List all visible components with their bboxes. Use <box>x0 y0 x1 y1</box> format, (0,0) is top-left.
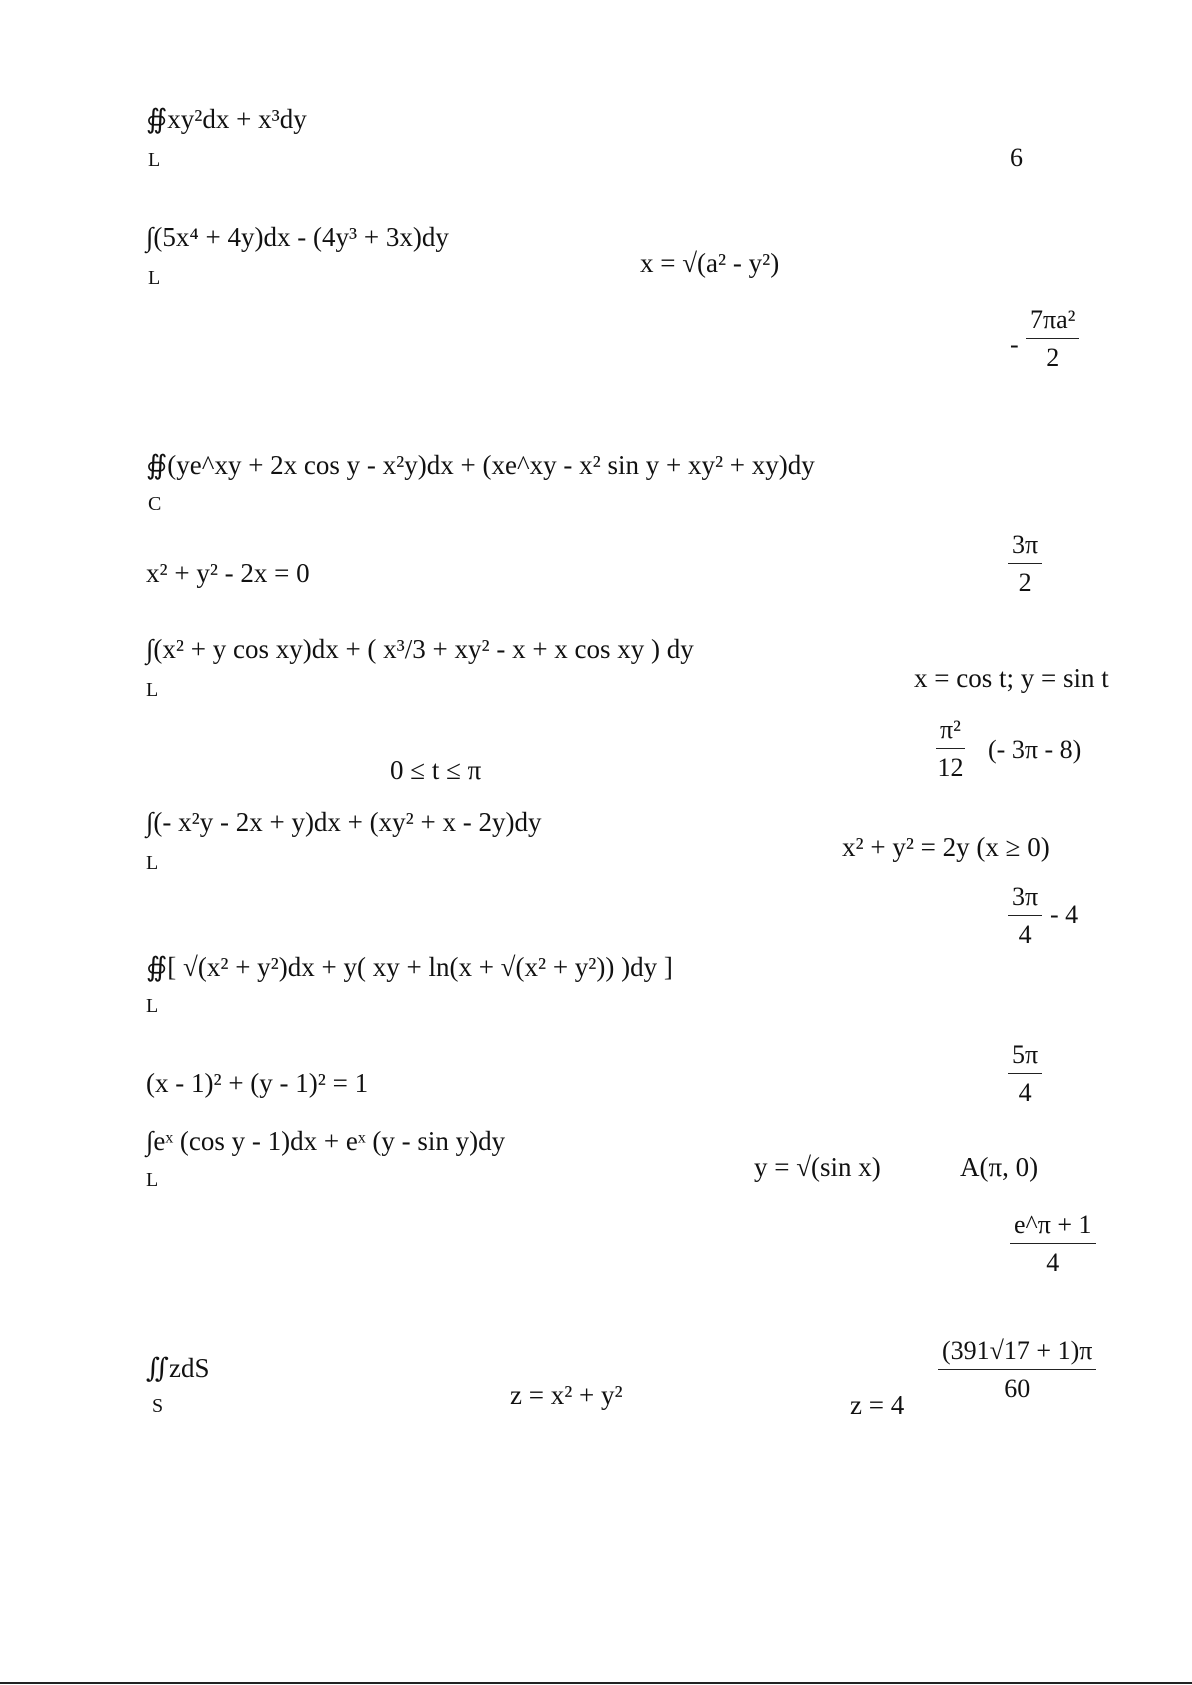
parametric-condition: x = cos t; y = sin t <box>914 663 1109 693</box>
curve-condition: y = √(sin x) <box>754 1152 881 1182</box>
answer-fraction <box>1008 1040 1042 1108</box>
curve-condition: x² + y² - 2x = 0 <box>146 558 310 588</box>
integral-subscript: L <box>146 995 159 1017</box>
answer-denominator: 2 <box>1018 567 1032 597</box>
answer-fraction <box>1010 1210 1096 1278</box>
integral-expression: ∫(- x²y - 2x + y)dx + (xy² + x - 2y)dy <box>146 807 542 837</box>
answer-denominator: 4 <box>1018 1077 1032 1107</box>
integral-expression: ∯xy²dx + x³dy <box>146 104 307 134</box>
answer-numerator: 3π <box>1008 882 1042 916</box>
curve-condition: x² + y² = 2y (x ≥ 0) <box>842 832 1050 862</box>
answer-denominator: 60 <box>1004 1373 1031 1403</box>
answer-fraction <box>936 715 965 783</box>
answer-denominator: 12 <box>937 752 964 782</box>
endpoint: A(π, 0) <box>960 1152 1039 1182</box>
answer-numerator: (391√17 + 1)π <box>938 1336 1096 1370</box>
integral-expression: ∫(5x⁴ + 4y)dx - (4y³ + 3x)dy <box>146 222 449 252</box>
integral-subscript: L <box>148 267 161 289</box>
curve-condition: x = √(a² - y²) <box>640 248 780 278</box>
answer-tail: - 4 <box>1050 900 1079 929</box>
integral-expression: ∫(x² + y cos xy)dx + ( x³/3 + xy² - x + x cos xy ) dy <box>146 634 694 664</box>
answer-numerator: 3π <box>1008 530 1042 564</box>
integral-subscript: S <box>152 1395 164 1417</box>
answer-tail: (- 3π - 8) <box>988 735 1082 764</box>
integral-expression: ∬zdS <box>146 1353 210 1383</box>
answer-denominator: 2 <box>1046 342 1060 372</box>
answer-fraction <box>1008 882 1042 950</box>
integral-subscript: L <box>146 852 159 874</box>
answer-denominator: 4 <box>1018 919 1032 949</box>
integral-expression: ∯(ye^xy + 2x cos y - x²y)dx + (xe^xy - x² sin y + xy² + xy)dy <box>146 450 815 480</box>
integral-subscript: C <box>148 493 162 515</box>
answer-sign: - <box>1010 330 1019 359</box>
integral-expression: ∫eˣ (cos y - 1)dx + eˣ (y - sin y)dy <box>146 1126 506 1156</box>
answer-numerator: π² <box>936 715 965 749</box>
integral-subscript: L <box>146 1169 159 1191</box>
answer: 6 <box>1010 143 1023 172</box>
integral-subscript: L <box>146 679 159 701</box>
answer-numerator: e^π + 1 <box>1010 1210 1096 1244</box>
integral-subscript: L <box>148 149 161 171</box>
answer-fraction <box>1026 305 1079 373</box>
bottom-rule <box>0 1682 1192 1684</box>
curve-condition: (x - 1)² + (y - 1)² = 1 <box>146 1068 369 1098</box>
surface-condition: z = x² + y² <box>510 1380 623 1410</box>
answer-fraction <box>938 1336 1096 1404</box>
answer-numerator: 5π <box>1008 1040 1042 1074</box>
parameter-range: 0 ≤ t ≤ π <box>390 755 482 785</box>
answer-denominator: 4 <box>1046 1247 1060 1277</box>
surface-bound: z = 4 <box>850 1390 905 1420</box>
answer-numerator: 7πa² <box>1026 305 1079 339</box>
integral-expression: ∯[ √(x² + y²)dx + y( xy + ln(x + √(x² + y²)) )dy ] <box>146 952 673 982</box>
answer-fraction <box>1008 530 1042 598</box>
